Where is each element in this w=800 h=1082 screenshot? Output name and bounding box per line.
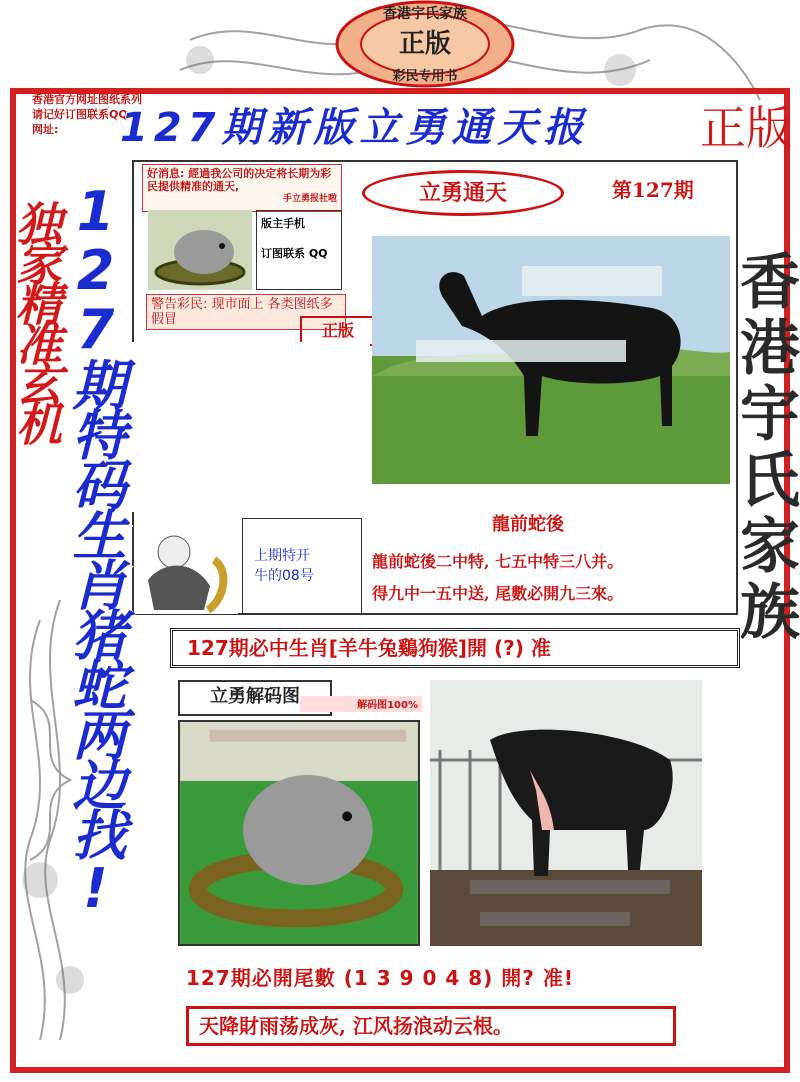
prediction-vertical: 127期特码生肖猪蛇两边找! — [64, 180, 127, 916]
contact-box — [256, 210, 342, 290]
phone-label: 版主手机 — [261, 217, 305, 230]
horse-painting — [372, 236, 730, 484]
seal-bottom-text: 彩民专用书 — [392, 69, 458, 84]
family-vertical: 香港宇氏家族 — [730, 250, 800, 646]
warning-banner: 警告彩民: 现市面上 各类图纸多假冒 — [146, 294, 346, 330]
report-title: 立勇通天 — [362, 170, 564, 216]
good-news-notice — [142, 164, 342, 212]
notice-signature: 手立勇报社啦 — [282, 194, 337, 204]
genuine-mark: 正版 — [700, 101, 792, 155]
verse — [372, 546, 623, 610]
hamster-snake-thumbnail — [148, 210, 252, 290]
verse-line-2: 得九中一五中送, 尾數必開九三來。 — [372, 584, 624, 603]
tail-number-prediction: 127期必開尾數 (1 3 9 0 4 8) 開? 准! — [186, 966, 574, 990]
pig-photo — [430, 680, 702, 946]
issue-number: 第127期 — [612, 178, 694, 202]
last-result-text — [254, 546, 314, 586]
brand-line-2: 请记好订图联系QQ — [32, 108, 128, 121]
page-headline: 127期新版立勇通天报 — [120, 105, 590, 151]
last-result-line-2: 牛的08号 — [254, 568, 314, 584]
verse-title: 龍前蛇後 — [492, 514, 564, 535]
hamster-snake-photo — [178, 720, 420, 946]
zodiac-prediction-strip: 127期必中生肖[羊牛兔鷄狗猴]開 (?) 准 — [170, 628, 740, 668]
notice-text: 好消息: 經過我公司的决定将长期为彩民提供精准的通天, — [147, 167, 332, 193]
closing-proverb: 天降財雨荡成灰, 江风扬浪动云根。 — [186, 1006, 676, 1046]
brand-line-3: 网址: — [32, 123, 59, 136]
decode-title: 立勇解码图 — [178, 680, 332, 716]
ox-cartoon-image — [134, 520, 238, 614]
blank-patch — [120, 342, 370, 512]
seal-center-text: 正版 — [398, 29, 452, 59]
official-seal — [330, 0, 520, 88]
seal-top-text: 香港宇氏家族 — [383, 6, 467, 22]
brand-line-1: 香港官方网址图纸系列 — [32, 93, 142, 106]
last-result-line-1: 上期特开 — [254, 548, 310, 564]
exclusive-tagline: 独家精准玄机 — [9, 200, 63, 440]
decode-percent-tag: 解码图100% — [300, 696, 422, 712]
genuine-tag: 正版 — [300, 316, 376, 346]
qq-label: 订图联系 QQ — [261, 247, 328, 260]
verse-line-1: 龍前蛇後二中特, 七五中特三八并。 — [372, 552, 624, 571]
